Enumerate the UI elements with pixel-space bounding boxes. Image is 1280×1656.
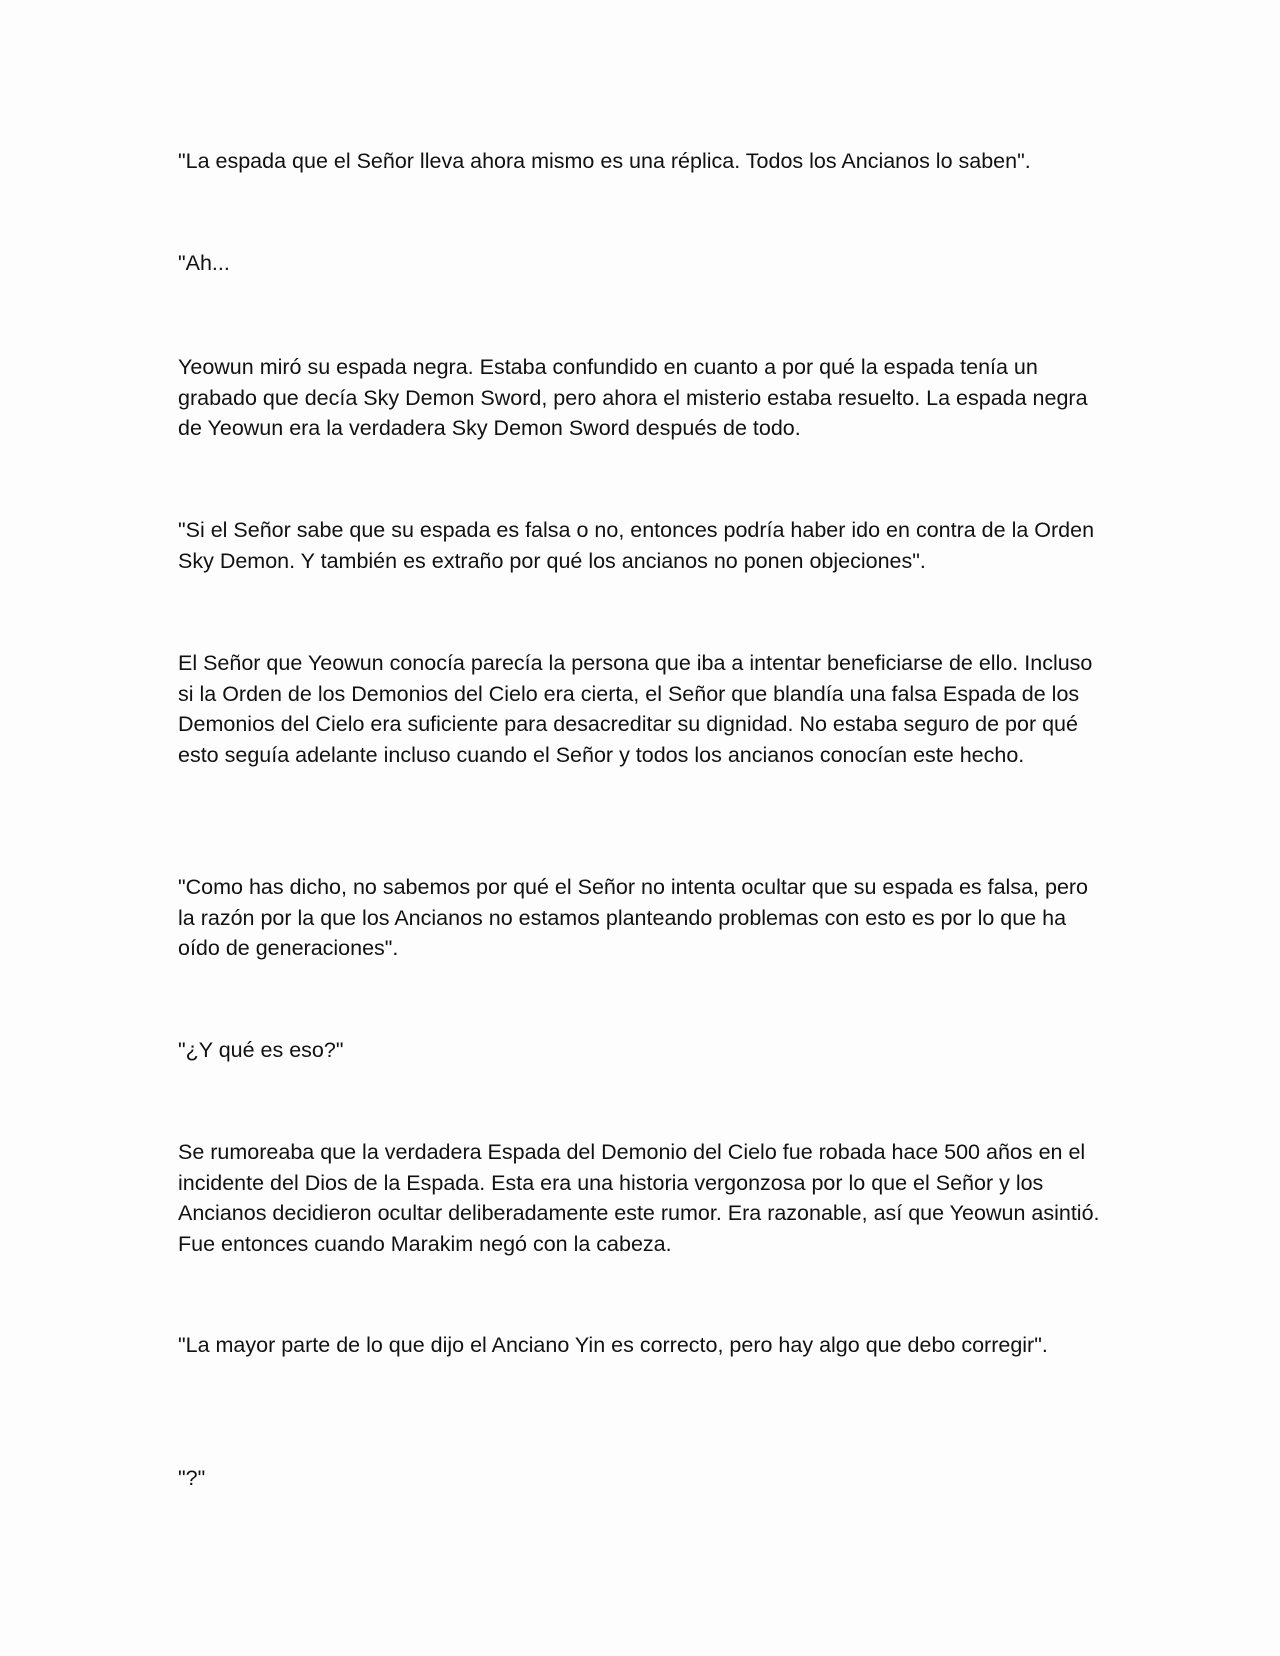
paragraph: Yeowun miró su espada negra. Estaba confundido en cuanto a por qué la espada tenía un grabado que decía Sky Demon Sword, pero ahora el misterio estaba resuelto. La espada negra de Yeowun era la verdadera Sky Demon Sword después de todo. — [178, 355, 1088, 440]
paragraph: "Como has dicho, no sabemos por qué el Señor no intenta ocultar que su espada es falsa, pero la razón por la que los Ancianos no estamos planteando problemas con esto es por lo que ha oído de generaciones". — [178, 875, 1089, 960]
paragraph: "La espada que el Señor lleva ahora mismo es una réplica. Todos los Ancianos lo saben". — [178, 149, 1031, 173]
paragraph: "Ah... — [178, 251, 230, 275]
paragraph: "La mayor parte de lo que dijo el Anciano Yin es correcto, pero hay algo que debo corregir". — [178, 1333, 1048, 1357]
paragraph: "¿Y qué es eso?" — [178, 1038, 344, 1062]
paragraph: El Señor que Yeowun conocía parecía la persona que iba a intentar beneficiarse de ello. Incluso si la Orden de los Demonios del Cielo era cierta, el Señor que blandía una falsa Espada de los Demonios del Cielo era suficiente para desacreditar su dignidad. No estaba seguro de por qué esto seguía adelante incluso cuando el Señor y todos los ancianos conocían este hecho. — [178, 651, 1093, 767]
paragraph: "Si el Señor sabe que su espada es falsa o no, entonces podría haber ido en contra de la Orden Sky Demon. Y también es extraño por qué los ancianos no ponen objeciones". — [178, 518, 1095, 573]
paragraph: Se rumoreaba que la verdadera Espada del Demonio del Cielo fue robada hace 500 años en el incidente del Dios de la Espada. Esta era una historia vergonzosa por lo que el Señor y los Ancianos decidieron ocultar deliberadamente este rumor. Era razonable, así que Yeowun asintió. Fue entonces cuando Marakim negó con la cabeza. — [178, 1140, 1100, 1256]
paragraph: "?" — [178, 1466, 206, 1490]
